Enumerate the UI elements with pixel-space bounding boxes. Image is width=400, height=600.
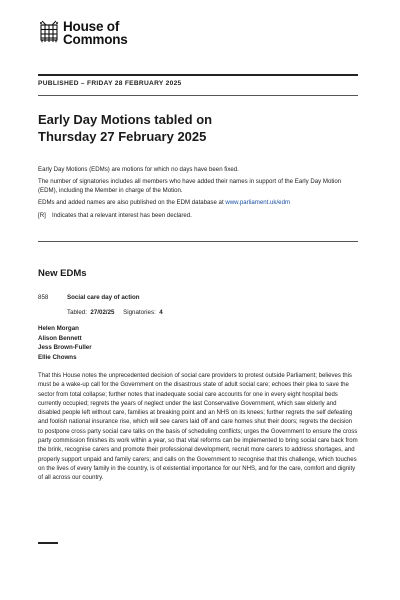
- edm-title: Social care day of action: [67, 294, 140, 301]
- intro-paragraph-2: The number of signatories includes all members who have added their names in support of the Early Day Motion (EDM), including the Member in charge of the Motion.: [38, 178, 342, 195]
- portcullis-icon: [38, 20, 60, 44]
- tabled-label: Tabled:: [67, 309, 87, 316]
- intro-paragraph-3-text: EDMs and added names are also published on the EDM database at: [38, 199, 226, 207]
- published-date: PUBLISHED – FRIDAY 28 FEBRUARY 2025: [38, 80, 182, 87]
- intro-paragraph-1: Early Day Motions (EDMs) are motions for which no days have been fixed.: [38, 166, 239, 173]
- relevant-interest-text: Indicates that a relevant interest has been declared.: [52, 211, 192, 219]
- top-divider: [38, 74, 358, 76]
- edm-database-link[interactable]: www.parliament.uk/edm: [225, 199, 291, 207]
- tabled-date: 27/02/25: [90, 309, 115, 316]
- logo-wordmark: [63, 20, 128, 46]
- end-divider: [38, 542, 58, 544]
- intro-divider: [38, 241, 358, 242]
- sponsor-name: Helen Morgan: [38, 325, 79, 332]
- sponsor-name: Jess Brown-Fuller: [38, 344, 92, 352]
- signatories-label: Signatories:: [123, 309, 156, 316]
- sponsor-name: Alison Bennett: [38, 334, 82, 342]
- page-title-line-2: Thursday 27 February 2025: [38, 129, 207, 144]
- page-title: [38, 111, 212, 145]
- logo-line-2: Commons: [63, 32, 128, 47]
- sponsor-list: [38, 324, 92, 362]
- relevant-interest-key: [38, 212, 358, 221]
- sponsor-name: Ellie Chowns: [38, 353, 77, 361]
- edm-header: [38, 294, 140, 301]
- motion-text: That this House notes the unprecedented decision of social care providers to protest outside Parliament; believes this must be a wake-up call for the Government on the disastrous state of adult social care; echoes their plea to save the sector from total collapse; further notes that inadequate social care accounts for one in every eight hospital beds currently occupied; regrets the years of neglect under the last Conservative Government, which saw elderly and disabled people left without care, families at breaking point and an NHS on its knees; further regrets the self defeating and foolish national insurance rise, which will see carers laid off and care homes shut their doors; regrets the decision to postpone cross party social care talks on the basis of scheduling conflicts; urges the Government to ensure the cross party commission finishes its work within a year, so that vital reforms can be implemented to bring social care back from the brink, recognise carers and promote their professional development, recruit more carers to address shortages, and properly support unpaid and family carers; and calls on the Government to recognise that this challenge, which touches on the lives of every family in the country, is of existential importance for our NHS, and for the care, comfort and dignity of all across our country.: [38, 373, 358, 482]
- section-title: New EDMs: [38, 268, 87, 279]
- edm-number: 858: [38, 294, 49, 301]
- logo-line-1: House of: [63, 19, 120, 34]
- signatories-count: 4: [159, 309, 163, 316]
- intro-text: [38, 166, 358, 224]
- intro-paragraph-3: [38, 199, 358, 208]
- published-divider: [38, 95, 358, 96]
- edm-tabled-info: [67, 309, 163, 316]
- relevant-interest-marker: [R]: [38, 211, 46, 219]
- house-of-commons-logo: [38, 20, 128, 46]
- page-title-line-1: Early Day Motions tabled on: [38, 112, 213, 127]
